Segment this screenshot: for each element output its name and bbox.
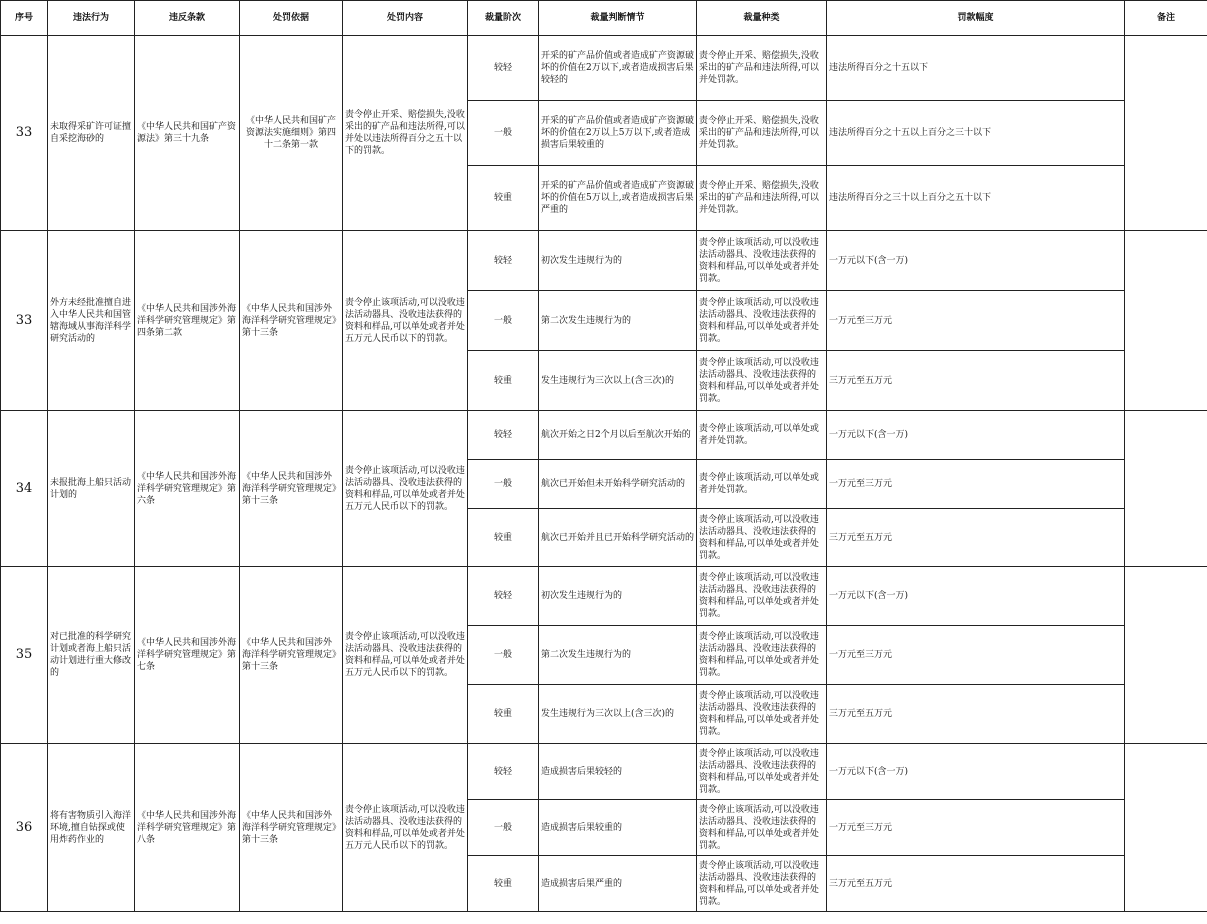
type-cell: 责令停止开采、赔偿损失,没收采出的矿产品和违法所得,可以并处罚款。 — [697, 101, 827, 166]
clause-cell: 《中华人民共和国涉外海洋科学研究管理规定》第七条 — [135, 567, 240, 744]
level-cell: 较轻 — [468, 36, 539, 101]
level-cell: 较重 — [468, 351, 539, 411]
circumstance-cell: 发生违规行为三次以上(含三次)的 — [539, 685, 697, 744]
basis-cell: 《中华人民共和国涉外海洋科学研究管理规定》第十三条 — [240, 411, 343, 567]
type-cell: 责令停止该项活动,可以单处或者并处罚款。 — [697, 460, 827, 509]
level-cell: 较重 — [468, 166, 539, 231]
range-cell: 一万元以下(含一万) — [827, 231, 1125, 291]
header-circumstance: 裁量判断情节 — [539, 1, 697, 36]
type-cell: 责令停止该项活动,可以没收违法活动器具、没收违法获得的资料和样品,可以单处或者并处罚款。 — [697, 509, 827, 567]
circumstance-cell: 开采的矿产品价值或者造成矿产资源破坏的价值在2万以下,或者造成损害后果较轻的 — [539, 36, 697, 101]
level-cell: 较轻 — [468, 411, 539, 460]
type-cell: 责令停止该项活动,可以没收违法活动器具、没收违法获得的资料和样品,可以单处或者并处罚款。 — [697, 231, 827, 291]
level-cell: 一般 — [468, 101, 539, 166]
clause-cell: 《中华人民共和国矿产资源法》第三十九条 — [135, 36, 240, 231]
seq-cell: 35 — [1, 567, 48, 744]
circumstance-cell: 初次发生违规行为的 — [539, 567, 697, 626]
circumstance-cell: 发生违规行为三次以上(含三次)的 — [539, 351, 697, 411]
remark-cell — [1125, 231, 1207, 411]
basis-cell: 《中华人民共和国涉外海洋科学研究管理规定》第十三条 — [240, 231, 343, 411]
type-cell: 责令停止该项活动,可以没收违法活动器具、没收违法获得的资料和样品,可以单处或者并处罚款。 — [697, 800, 827, 856]
type-cell: 责令停止该项活动,可以没收违法活动器具、没收违法获得的资料和样品,可以单处或者并处罚款。 — [697, 626, 827, 685]
header-seq: 序号 — [1, 1, 48, 36]
violation-cell: 将有害物质引入海洋环境,擅自钻探或使用炸药作业的 — [48, 744, 135, 912]
type-cell: 责令停止该项活动,可以没收违法活动器具、没收违法获得的资料和样品,可以单处或者并处罚款。 — [697, 351, 827, 411]
seq-cell: 34 — [1, 411, 48, 567]
violation-cell: 未报批海上船只活动计划的 — [48, 411, 135, 567]
content-cell: 责令停止开采、赔偿损失,没收采出的矿产品和违法所得,可以并处以违法所得百分之五十以下的罚款。 — [343, 36, 468, 231]
range-cell: 一万元至三万元 — [827, 800, 1125, 856]
type-cell: 责令停止该项活动,可以没收违法活动器具、没收违法获得的资料和样品,可以单处或者并处罚款。 — [697, 291, 827, 351]
content-cell: 责令停止该项活动,可以没收违法活动器具、没收违法获得的资料和样品,可以单处或者并处五万元人民币以下的罚款。 — [343, 411, 468, 567]
seq-cell: 36 — [1, 744, 48, 912]
circumstance-cell: 开采的矿产品价值或者造成矿产资源破坏的价值在5万以上,或者造成损害后果严重的 — [539, 166, 697, 231]
level-cell: 较重 — [468, 509, 539, 567]
range-cell: 一万元以下(含一万) — [827, 744, 1125, 800]
table-row — [1, 744, 1207, 800]
circumstance-cell: 造成损害后果较重的 — [539, 800, 697, 856]
type-cell: 责令停止该项活动,可以没收违法活动器具、没收违法获得的资料和样品,可以单处或者并处罚款。 — [697, 744, 827, 800]
header-remark: 备注 — [1125, 1, 1207, 36]
clause-cell: 《中华人民共和国涉外海洋科学研究管理规定》第四条第二款 — [135, 231, 240, 411]
level-cell: 较轻 — [468, 231, 539, 291]
circumstance-cell: 造成损害后果严重的 — [539, 856, 697, 912]
range-cell: 三万元至五万元 — [827, 351, 1125, 411]
circumstance-cell: 航次已开始并且已开始科学研究活动的 — [539, 509, 697, 567]
violation-cell: 外方未经批准擅自进入中华人民共和国管辖海域从事海洋科学研究活动的 — [48, 231, 135, 411]
circumstance-cell: 造成损害后果较轻的 — [539, 744, 697, 800]
range-cell: 一万元以下(含一万) — [827, 411, 1125, 460]
range-cell: 一万元至三万元 — [827, 626, 1125, 685]
clause-cell: 《中华人民共和国涉外海洋科学研究管理规定》第八条 — [135, 744, 240, 912]
content-cell: 责令停止该项活动,可以没收违法活动器具、没收违法获得的资料和样品,可以单处或者并处五万元人民币以下的罚款。 — [343, 567, 468, 744]
level-cell: 一般 — [468, 800, 539, 856]
header-range: 罚款幅度 — [827, 1, 1125, 36]
header-content: 处罚内容 — [343, 1, 468, 36]
table-row — [1, 567, 1207, 626]
type-cell: 责令停止开采、赔偿损失,没收采出的矿产品和违法所得,可以并处罚款。 — [697, 36, 827, 101]
violation-cell: 对已批准的科学研究计划或者海上船只活动计划进行重大修改的 — [48, 567, 135, 744]
seq-cell: 33 — [1, 231, 48, 411]
type-cell: 责令停止该项活动,可以单处或者并处罚款。 — [697, 411, 827, 460]
violation-cell: 未取得采矿许可证擅自采挖海砂的 — [48, 36, 135, 231]
table-row — [1, 36, 1207, 101]
table-row — [1, 231, 1207, 291]
header-basis: 处罚依据 — [240, 1, 343, 36]
range-cell: 三万元至五万元 — [827, 509, 1125, 567]
type-cell: 责令停止开采、赔偿损失,没收采出的矿产品和违法所得,可以并处罚款。 — [697, 166, 827, 231]
circumstance-cell: 第二次发生违规行为的 — [539, 626, 697, 685]
level-cell: 较轻 — [468, 744, 539, 800]
range-cell: 一万元至三万元 — [827, 291, 1125, 351]
remark-cell — [1125, 744, 1207, 912]
range-cell: 三万元至五万元 — [827, 856, 1125, 912]
range-cell: 三万元至五万元 — [827, 685, 1125, 744]
level-cell: 一般 — [468, 626, 539, 685]
type-cell: 责令停止该项活动,可以没收违法活动器具、没收违法获得的资料和样品,可以单处或者并处罚款。 — [697, 685, 827, 744]
level-cell: 一般 — [468, 291, 539, 351]
header-violation: 违法行为 — [48, 1, 135, 36]
clause-cell: 《中华人民共和国涉外海洋科学研究管理规定》第六条 — [135, 411, 240, 567]
table-row — [1, 411, 1207, 460]
level-cell: 一般 — [468, 460, 539, 509]
remark-cell — [1125, 36, 1207, 231]
circumstance-cell: 初次发生违规行为的 — [539, 231, 697, 291]
basis-cell: 《中华人民共和国涉外海洋科学研究管理规定》第十三条 — [240, 567, 343, 744]
basis-cell: 《中华人民共和国涉外海洋科学研究管理规定》第十三条 — [240, 744, 343, 912]
circumstance-cell: 开采的矿产品价值或者造成矿产资源破坏的价值在2万以上5万以下,或者造成损害后果较重的 — [539, 101, 697, 166]
header-type: 裁量种类 — [697, 1, 827, 36]
range-cell: 一万元以下(含一万) — [827, 567, 1125, 626]
range-cell: 违法所得百分之十五以下 — [827, 36, 1125, 101]
header-level: 裁量阶次 — [468, 1, 539, 36]
type-cell: 责令停止该项活动,可以没收违法活动器具、没收违法获得的资料和样品,可以单处或者并处罚款。 — [697, 567, 827, 626]
seq-cell: 33 — [1, 36, 48, 231]
header-row — [1, 1, 1207, 36]
circumstance-cell: 航次开始之日2个月以后至航次开始的 — [539, 411, 697, 460]
content-cell: 责令停止该项活动,可以没收违法活动器具、没收违法获得的资料和样品,可以单处或者并处五万元人民币以下的罚款。 — [343, 231, 468, 411]
level-cell: 较重 — [468, 685, 539, 744]
circumstance-cell: 航次已开始但未开始科学研究活动的 — [539, 460, 697, 509]
range-cell: 违法所得百分之三十以上百分之五十以下 — [827, 166, 1125, 231]
remark-cell — [1125, 567, 1207, 744]
content-cell: 责令停止该项活动,可以没收违法活动器具、没收违法获得的资料和样品,可以单处或者并处五万元人民币以下的罚款。 — [343, 744, 468, 912]
header-clause: 违反条款 — [135, 1, 240, 36]
range-cell: 违法所得百分之十五以上百分之三十以下 — [827, 101, 1125, 166]
remark-cell — [1125, 411, 1207, 567]
level-cell: 较轻 — [468, 567, 539, 626]
level-cell: 较重 — [468, 856, 539, 912]
range-cell: 一万元至三万元 — [827, 460, 1125, 509]
basis-cell: 《中华人民共和国矿产资源法实施细则》第四十二条第一款 — [240, 36, 343, 231]
type-cell: 责令停止该项活动,可以没收违法活动器具、没收违法获得的资料和样品,可以单处或者并处罚款。 — [697, 856, 827, 912]
circumstance-cell: 第二次发生违规行为的 — [539, 291, 697, 351]
